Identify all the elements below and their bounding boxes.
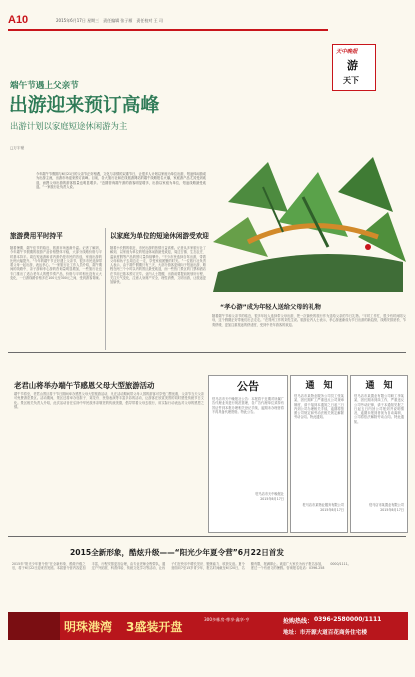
section-rule-2 [8,536,406,537]
notice-title: 公告 [237,380,259,393]
banner-offer: 3盛装开盘 [126,620,183,634]
notice2-box [290,375,348,533]
banner-hotline: 0396-2580000/1111 [314,616,382,623]
bottom-title: 2015全新形象，酷炫升级——“阳光少年夏令营”6月22日首发 [70,548,285,557]
section-body-filial-trips: 随着端午节和父亲节的临近，很多年轻人选择带父母出游，把一次愉快的旅行作为送给父亲的节日礼物。“平时工作忙，很少有时间陪父母，这个假期正好带他们出去走走。”在郑州工作的刘先生说。旅游业内人士表示，孝心游逐渐成为节日出游的新趋势，线路安排宽松、节奏舒缓，更加注重旅途的舒适度，受到中老年游客的欢迎。 [212,314,406,327]
banner-property-name: 明珠港湾 [64,620,113,634]
banner-address: 地址：市开源大道百花商务住宅楼 [283,630,367,636]
column-divider [105,228,106,350]
section-title-filial-trips: “孝心游”成为年轻人送给父母的礼物 [220,304,321,311]
kicker: 端午节遇上父亲节 [10,81,79,91]
headline: 出游迎来预订高峰 [9,94,160,116]
banner-slogan: 300多栋房·尊享·鑫享·亨 [204,617,250,622]
column-name-you: 游 [347,59,358,72]
notice-box [208,375,288,533]
page-header [0,14,415,27]
section-title-prices: 旅游费用平时持平 [10,232,63,240]
notice2-body: 驻马店市某物业服务公司员工张某某，因长期旷工严重违反公司规章制度，请于接到本通知之日起三日内到公司办理相关手续，逾期将按照公司规定和劳动法相关规定解除劳动合同。特此通知。 [294,394,344,420]
notice-body: 驻马店市天中晚报社公告：本报将于近期对所属广告代理业务进行规范管理，各广告代理单位须持有效证件到本报办理相关登记手续，逾期未办理者将不再具备代理资格。特此公告。 [212,397,284,414]
section-rule [8,352,406,353]
header-rule [8,29,328,31]
bottom-body: 2015年“阳光少年夏令营”在全新形象、酷炫升级之后，将于6月22日迎来首发团。本届夏令营内容更加丰富，行程安排更加合理，由专业老师全程带队，通过户外拓展、科普体验、传统文化学习等活动，让孩子们在快乐中增长见识、锻炼能力、收获友谊。夏令营面向7至15岁青少年，报名时间截至6月20日，名额有限，报满即止。欢迎广大家长为孩子报名参加，度过一个有意义的暑假。咨询报名电话：0396-2580000/1111。 [12,562,351,571]
notice3-body: 驻马店市某置业有限公司职工李某某，因长期未到岗工作，严重违反公司劳动纪律，请于本通知见报之日起五日内回公司报到并说明情况，逾期未报到者视为自动离职，公司将依法解除劳动合同。特此通知。 [354,394,404,424]
banner-hotline-label: 抢购热线： [283,618,314,625]
notice3-title: 通 知 [365,381,393,391]
zongzi-illustration [208,142,408,292]
dateline: 2015年6月17日 星期三 责任编辑 张子雁 责任校对 王 司 [56,18,163,23]
column-name-tianxia: 天下 [343,76,359,85]
page-number: A10 [8,14,29,26]
notice-sign: 驻马店市天中晚报社 [255,492,284,496]
banner-logo-block [8,612,60,640]
section-title-family-trips: 以家庭为单位的短途休闲游受欢迎 [110,232,209,240]
masthead-logo: 天中晚报 [336,49,358,55]
notice2-title: 通 知 [305,381,333,391]
notice2-sign: 驻马店市某物业服务有限公司 [302,503,344,507]
notice-date: 2015年6月17日 [260,497,284,501]
byline: □万宇豪 [10,146,25,150]
section-body-family-trips: 随着小长假的临近，市民出游的热情日益高涨。记者从多家旅行社了解到，以家庭为单位的短途休闲游最受欢迎，周边古镇、生态农庄、温泉度假等产品的预订量持续攀升。“不少市民选择自驾出游，带着父母和孩子去周边走一走，享受家庭团聚的时光。”一位旅行社负责人表示，由于端午假期只有三天，大部分游客更倾向于短途出游，路程在两三个小时以内的景区最受欢迎，而一些热门景区的门票和酒店在节前已基本预订完毕。业内人士提醒，出游前要提前规划好行程，关注天气变化，注意人身财产安全，理性消费，文明出游，让旅途更加愉快。 [110,246,206,285]
banner-ad[interactable] [8,612,408,640]
promo-title: 老君山将举办端午节感恩父母大型旅游活动 [14,381,155,390]
subhead: 出游计划以家庭短途休闲游为主 [10,121,128,131]
notice3-sign: 驻马店市某置业有限公司 [368,503,404,507]
notice2-date: 2015年6月17日 [320,508,344,512]
masthead-box [332,44,376,91]
lead-intro: 今年端午节假期与6月21日的父亲节正好相遇，文化与亲情的双重节日，让很多人计划以家庭为单位出游，短途休闲游成为出游主流，出游市场迎来预订高峰。目前，各大旅行社和在线旅游网站的端午线路报名火爆，家庭游产品尤其受到欢迎，而携父母出游的游客数量也明显增多。“近期咨询端午游的游客明显增多，出游以家庭为单位，短途线路最受欢迎。”一家旅行社负责人说。 [36,172,206,189]
promo-body: 端午节将至，老君山景区将于节日期间举办感恩父母大型旅游活动，凡在活动期间带父母入园的游客可享受门票优惠，父亲节当天父亲可免费游览景区。活动期间，景区还将举办包粽子、赛龙舟、民俗表演等丰富多彩的活动，让游客在欣赏美景的同时感受传统节日文化。景区相关负责人介绍，此次活动旨在弘扬中华民族孝亲敬老的传统美德，倡导带着父母去旅行，用实际行动表达对父母的感恩之情。 [14,392,204,409]
section-body-prices: 随着暑期、端午佳节的临近，旅游市场逐渐升温。记者了解到，今年端午节假期的旅游产品价格整体平稳，大部分线路价格与平时基本持平。周边短途游和省内游仍是市民的首选，家庭出游的比例大幅提升。“今年的端午节正好遇上父亲节，很多市民选择带着父母一起出游，表达孝心。”一家旅行社工作人员介绍，端午期间的线路中，亲子游和孝心游的咨询量明显增加，一些旅行社也专门推出了适合老年人的慢节奏产品，价格与平时相比没有太大变化，一日游线路价格多在100元至300元之间，受到游客青睐。 [10,246,102,281]
notice3-box [350,375,408,533]
notice3-date: 2015年6月17日 [380,508,404,512]
